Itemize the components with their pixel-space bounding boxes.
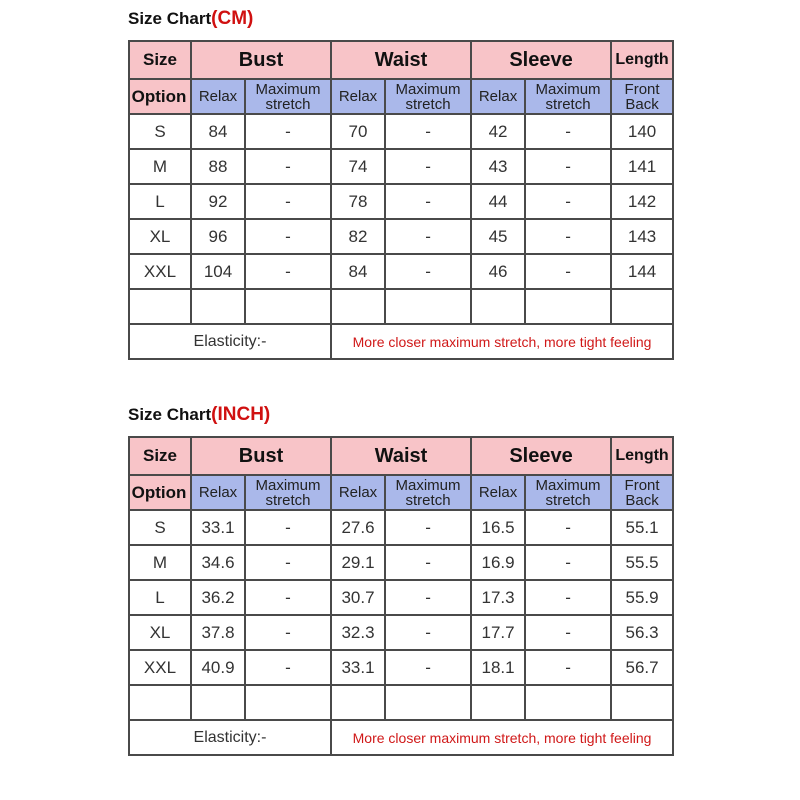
blank-cell xyxy=(525,289,611,324)
length-cell: 141 xyxy=(611,149,673,184)
bust-relax-cell: 104 xyxy=(191,254,245,289)
waist-relax-cell: 78 xyxy=(331,184,385,219)
waist-relax-cell: 33.1 xyxy=(331,650,385,685)
table-row xyxy=(129,510,673,545)
waist-max-cell: - xyxy=(385,184,471,219)
length-cell: 55.9 xyxy=(611,580,673,615)
sleeve-max-header xyxy=(525,79,611,114)
sleeve-relax-cell: 16.5 xyxy=(471,510,525,545)
table-row xyxy=(129,219,673,254)
option-header xyxy=(129,475,191,510)
sleeve-relax-header: Relax xyxy=(471,79,525,114)
waist-max-header xyxy=(385,79,471,114)
bust-max-cell: - xyxy=(245,219,331,254)
length-header: Length xyxy=(611,437,673,475)
table-row xyxy=(129,184,673,219)
size-cell: M xyxy=(129,149,191,184)
bust-relax-cell: 88 xyxy=(191,149,245,184)
length-cell: 142 xyxy=(611,184,673,219)
elasticity-label: Elasticity:- xyxy=(129,324,331,359)
length-cell: 144 xyxy=(611,254,673,289)
sleeve-relax-cell: 17.3 xyxy=(471,580,525,615)
title-unit: (CM) xyxy=(211,8,254,29)
sleeve-header: Sleeve xyxy=(471,437,611,475)
option-label: Option xyxy=(131,86,187,106)
back-label: Back xyxy=(625,95,659,113)
waist-relax-cell: 84 xyxy=(331,254,385,289)
size-chart-inch-title xyxy=(128,404,270,426)
blank-cell xyxy=(129,289,191,324)
max-label-line1: Maximum xyxy=(535,476,601,494)
bust-max-cell: - xyxy=(245,580,331,615)
bust-max-header xyxy=(245,79,331,114)
bust-max-cell: - xyxy=(245,615,331,650)
waist-max-cell: - xyxy=(385,650,471,685)
header-row xyxy=(129,41,673,79)
bust-max-cell: - xyxy=(245,184,331,219)
waist-header: Waist xyxy=(331,437,471,475)
length-cell: 143 xyxy=(611,219,673,254)
option-label: Option xyxy=(131,482,187,502)
sleeve-max-cell: - xyxy=(525,114,611,149)
bust-relax-cell: 96 xyxy=(191,219,245,254)
blank-cell xyxy=(245,685,331,720)
size-cell: XXL xyxy=(129,650,191,685)
blank-cell xyxy=(611,685,673,720)
length-header: Length xyxy=(611,41,673,79)
option-header xyxy=(129,79,191,114)
max-label-line1: Maximum xyxy=(395,80,461,98)
table-row xyxy=(129,545,673,580)
title-unit: (INCH) xyxy=(211,404,271,425)
waist-max-header xyxy=(385,475,471,510)
bust-relax-cell: 34.6 xyxy=(191,545,245,580)
waist-max-cell: - xyxy=(385,114,471,149)
size-cell: L xyxy=(129,184,191,219)
sleeve-relax-cell: 43 xyxy=(471,149,525,184)
size-header: Size xyxy=(129,437,191,475)
waist-relax-cell: 74 xyxy=(331,149,385,184)
sleeve-relax-cell: 46 xyxy=(471,254,525,289)
blank-cell xyxy=(191,289,245,324)
blank-cell xyxy=(471,685,525,720)
elasticity-note: More closer maximum stretch, more tight feeling xyxy=(331,324,673,359)
sleeve-max-cell: - xyxy=(525,254,611,289)
bust-relax-header: Relax xyxy=(191,475,245,510)
sleeve-header: Sleeve xyxy=(471,41,611,79)
length-cell: 140 xyxy=(611,114,673,149)
bust-header: Bust xyxy=(191,437,331,475)
waist-max-cell: - xyxy=(385,219,471,254)
sleeve-relax-cell: 44 xyxy=(471,184,525,219)
size-chart-cm-title xyxy=(128,8,253,30)
sleeve-max-header xyxy=(525,475,611,510)
blank-cell xyxy=(331,685,385,720)
size-header: Size xyxy=(129,41,191,79)
length-cell: 55.1 xyxy=(611,510,673,545)
max-label-line2: stretch xyxy=(545,95,591,113)
blank-cell xyxy=(245,289,331,324)
waist-header: Waist xyxy=(331,41,471,79)
size-chart-inch-table xyxy=(128,436,674,756)
sleeve-max-cell: - xyxy=(525,184,611,219)
bust-relax-cell: 92 xyxy=(191,184,245,219)
table-row xyxy=(129,615,673,650)
bust-max-cell: - xyxy=(245,114,331,149)
blank-cell xyxy=(331,289,385,324)
title-text: Size Chart xyxy=(128,9,212,28)
sleeve-max-cell: - xyxy=(525,545,611,580)
max-label-line2: stretch xyxy=(545,491,591,509)
elasticity-row xyxy=(129,720,673,755)
waist-relax-cell: 30.7 xyxy=(331,580,385,615)
bust-relax-cell: 84 xyxy=(191,114,245,149)
length-cell: 55.5 xyxy=(611,545,673,580)
waist-relax-header: Relax xyxy=(331,475,385,510)
subheader-row xyxy=(129,475,673,510)
sleeve-max-cell: - xyxy=(525,580,611,615)
table-row xyxy=(129,254,673,289)
sleeve-relax-header: Relax xyxy=(471,475,525,510)
blank-row xyxy=(129,685,673,720)
waist-max-cell: - xyxy=(385,545,471,580)
length-front-back-header xyxy=(611,475,673,510)
blank-row xyxy=(129,289,673,324)
front-label: Front xyxy=(624,80,660,98)
blank-cell xyxy=(129,685,191,720)
size-cell: XL xyxy=(129,615,191,650)
bust-relax-cell: 37.8 xyxy=(191,615,245,650)
bust-max-cell: - xyxy=(245,545,331,580)
sleeve-relax-cell: 16.9 xyxy=(471,545,525,580)
size-cell: M xyxy=(129,545,191,580)
front-label: Front xyxy=(624,476,660,494)
waist-max-cell: - xyxy=(385,580,471,615)
waist-max-cell: - xyxy=(385,615,471,650)
waist-max-cell: - xyxy=(385,149,471,184)
table-row xyxy=(129,114,673,149)
subheader-row xyxy=(129,79,673,114)
sleeve-relax-cell: 18.1 xyxy=(471,650,525,685)
sleeve-max-cell: - xyxy=(525,219,611,254)
size-cell: L xyxy=(129,580,191,615)
header-row xyxy=(129,437,673,475)
waist-max-cell: - xyxy=(385,510,471,545)
bust-relax-cell: 40.9 xyxy=(191,650,245,685)
blank-cell xyxy=(385,685,471,720)
table-row xyxy=(129,650,673,685)
blank-cell xyxy=(385,289,471,324)
max-label-line2: stretch xyxy=(405,491,451,509)
length-front-back-header xyxy=(611,79,673,114)
bust-header: Bust xyxy=(191,41,331,79)
blank-cell xyxy=(525,685,611,720)
back-label: Back xyxy=(625,491,659,509)
size-chart-cm-table xyxy=(128,40,674,360)
elasticity-label: Elasticity:- xyxy=(129,720,331,755)
waist-relax-cell: 29.1 xyxy=(331,545,385,580)
bust-max-cell: - xyxy=(245,254,331,289)
elasticity-row xyxy=(129,324,673,359)
size-cell: XXL xyxy=(129,254,191,289)
max-label-line1: Maximum xyxy=(535,80,601,98)
bust-relax-cell: 33.1 xyxy=(191,510,245,545)
max-label-line1: Maximum xyxy=(255,80,321,98)
sleeve-relax-cell: 45 xyxy=(471,219,525,254)
title-text: Size Chart xyxy=(128,405,212,424)
bust-max-cell: - xyxy=(245,510,331,545)
size-cell: S xyxy=(129,114,191,149)
bust-max-cell: - xyxy=(245,650,331,685)
sleeve-relax-cell: 42 xyxy=(471,114,525,149)
bust-relax-cell: 36.2 xyxy=(191,580,245,615)
waist-max-cell: - xyxy=(385,254,471,289)
bust-relax-header: Relax xyxy=(191,79,245,114)
max-label-line1: Maximum xyxy=(255,476,321,494)
sleeve-max-cell: - xyxy=(525,650,611,685)
waist-relax-cell: 82 xyxy=(331,219,385,254)
length-cell: 56.3 xyxy=(611,615,673,650)
length-cell: 56.7 xyxy=(611,650,673,685)
max-label-line2: stretch xyxy=(265,491,311,509)
blank-cell xyxy=(611,289,673,324)
waist-relax-cell: 70 xyxy=(331,114,385,149)
blank-cell xyxy=(471,289,525,324)
max-label-line2: stretch xyxy=(405,95,451,113)
max-label-line1: Maximum xyxy=(395,476,461,494)
max-label-line2: stretch xyxy=(265,95,311,113)
sleeve-relax-cell: 17.7 xyxy=(471,615,525,650)
sleeve-max-cell: - xyxy=(525,510,611,545)
sleeve-max-cell: - xyxy=(525,615,611,650)
elasticity-note: More closer maximum stretch, more tight feeling xyxy=(331,720,673,755)
waist-relax-cell: 32.3 xyxy=(331,615,385,650)
sleeve-max-cell: - xyxy=(525,149,611,184)
size-cell: XL xyxy=(129,219,191,254)
blank-cell xyxy=(191,685,245,720)
waist-relax-header: Relax xyxy=(331,79,385,114)
bust-max-header xyxy=(245,475,331,510)
table-row xyxy=(129,149,673,184)
bust-max-cell: - xyxy=(245,149,331,184)
size-cell: S xyxy=(129,510,191,545)
waist-relax-cell: 27.6 xyxy=(331,510,385,545)
table-row xyxy=(129,580,673,615)
